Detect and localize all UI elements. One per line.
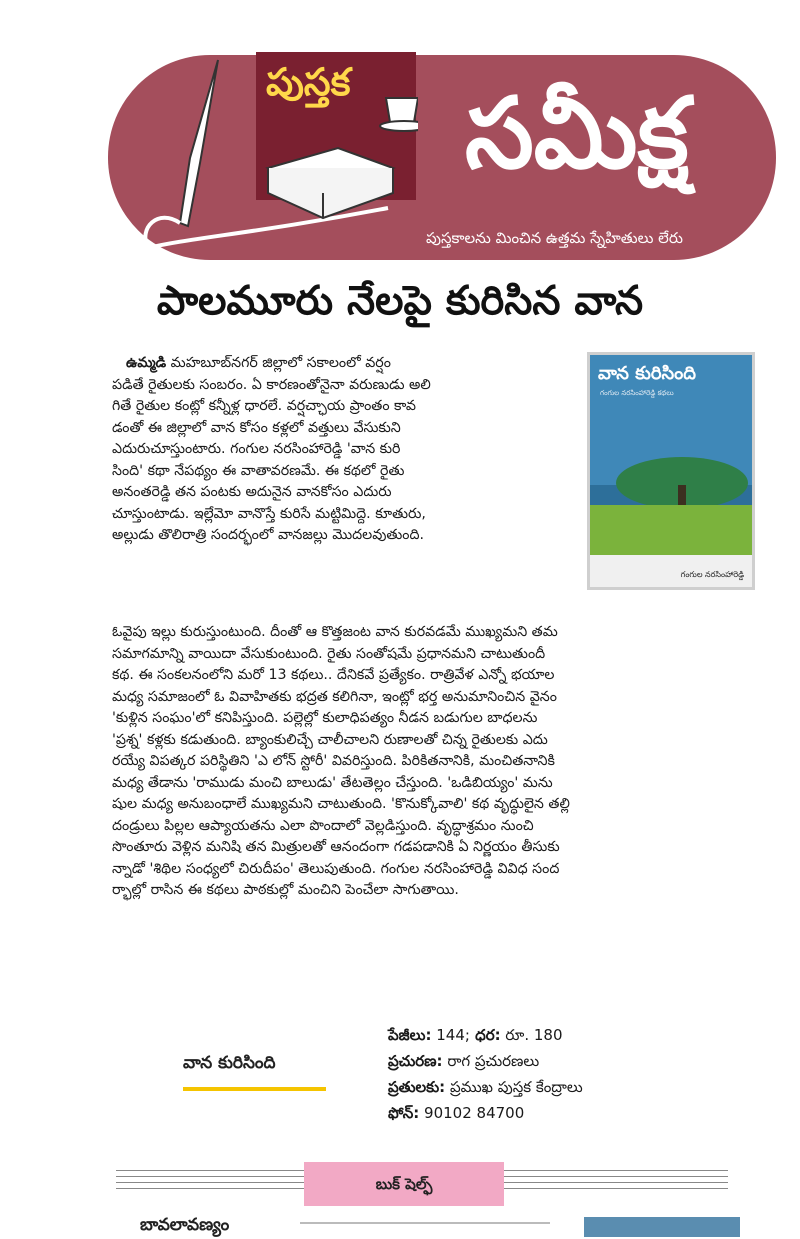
publisher-value: రాగ ప్రచురణలు: [442, 1052, 540, 1070]
article-body-text: [112, 622, 778, 902]
article-line: ఓవైపు ఇల్లు కురుస్తుంటుంది. దీంతో ఆ కొత్తజంట వాన కురవడమే ముఖ్యమని తమ: [112, 624, 558, 640]
article-line: డంతో ఈ జిల్లాలో వాన కోసం కళ్లలో వత్తులు వేసుకుని: [112, 419, 401, 436]
article-line: సమాగమాన్ని వాయిదా వేసుకుంటుంది. రైతు సంతోషమే ప్రధానమని చాటుతుందీ: [112, 645, 546, 662]
article-line: మధ్య సమాజంలో ఓ వివాహితకు భద్రత కలిగినా, ఇంట్లో భర్త అనుమానించిన వైనం: [112, 688, 557, 705]
article-line: 'ప్రశ్న' కళ్లకు కడుతుంది. బ్యాంకులిచ్చే చాలీచాలని రుణాలతో చిన్న రైతులకు ఎదు: [112, 731, 548, 748]
next-book-subtitle-bar: [300, 1222, 550, 1224]
copies-line: [388, 1074, 583, 1100]
lead-word: ఉమ్మడి: [126, 355, 167, 371]
price-label: ధర:: [469, 1026, 501, 1044]
header-word-pustaka: పుస్తక: [266, 60, 351, 104]
book-cover-title: వాన కురిసింది: [598, 363, 696, 384]
article-line: గితే రైతుల కంట్లో కన్నీళ్ల ధారలే. వర్షచ్ఛాయ ప్రాంతం కావ: [112, 398, 416, 414]
article-line: 'కుళ్లిన సంఘం'లో కనిపిస్తుంది. పల్లెల్లో కులాధిపత్యం నీడన బడుగుల బాధలను: [112, 710, 538, 726]
article-line: ర్భాల్లో రాసిన ఈ కథలు పాఠకుల్లో మంచిని పెంచేలా సాగుతాయి.: [112, 882, 459, 898]
book-cover-subtitle: గంగుల నరసింహారెడ్డి కథలు: [600, 389, 674, 397]
article-line: చూస్తుంటాడు. ఇల్లేమో వానొస్తే కురిసే మట్టిమిద్దె. కూతురు,: [112, 505, 426, 522]
article-line: దండ్రులు పిల్లల ఆప్యాయతను ఎలా పొందాలో వెల్లడిస్తుంది. వృద్ధాశ్రమం నుంచి: [112, 817, 534, 834]
article-line: రయ్యే విపత్కర పరిస్థితిని 'ఎ లోన్ స్టోరీ' వివరిస్తుంది. పిరికితనానికి, మంచితనానికి: [112, 753, 555, 769]
copies-label: ప్రతులకు:: [388, 1078, 446, 1096]
price-value: రూ. 180: [500, 1026, 563, 1044]
book-name: వాన కురిసింది: [183, 1053, 276, 1073]
article-line: [112, 353, 778, 375]
article-intro-text: [112, 353, 778, 547]
book-shelf-label: బుక్ షెల్ఫ్: [304, 1162, 504, 1206]
article-line: సొంతూరు వెళ్లిన మనిషి తన మిత్రులతో ఆనందంగా గడపడానికి ఏ నిర్ణయం తీసుకు: [112, 839, 560, 855]
book-details: [388, 1022, 583, 1126]
publisher-label: ప్రచురణ:: [388, 1052, 443, 1070]
article-line: అల్లుడు తొలిరాత్రి సందర్భంలో వానజల్లు మొదలవుతుంది.: [112, 527, 425, 543]
phone-line: [388, 1100, 583, 1126]
pages-label: పేజీలు:: [388, 1026, 432, 1044]
article-line: షుల మధ్య అనుబంధాలే ముఖ్యమని చాటుతుంది. 'కొనుక్కోవాలి' కథ వృద్ధులైన తల్లి: [112, 796, 570, 812]
article-line: ఎదురుచూస్తుంటారు. గంగుల నరసింహారెడ్డి 'వాన కురి: [112, 441, 401, 457]
article-line: న్నాడో 'శిథిల సంధ్యలో చిరుదీపం' తెలుపుతుంది. గంగుల నరసింహారెడ్డి వివిధ సంద: [112, 860, 560, 877]
book-name-underline: [183, 1087, 326, 1091]
copies-value: ప్రముఖ పుస్తక కేంద్రాలు: [445, 1078, 583, 1096]
article-line: మధ్య తేడాను 'రాముడు మంచి బాలుడు' తేటతెల్లం చేస్తుంది. 'ఒడిబియ్యం' మను: [112, 774, 553, 791]
article-line: సింది' కథా నేపథ్యం ఈ వాతావరణమే. ఈ కథలో రైతు: [112, 462, 405, 479]
phone-label: ఫోన్:: [388, 1104, 420, 1122]
next-book-cover-image: [584, 1217, 740, 1237]
pages-price-line: [388, 1022, 583, 1048]
header-tagline: పుస్తకాలను మించిన ఉత్తమ స్నేహితులు లేరు: [426, 229, 683, 247]
publisher-line: [388, 1048, 583, 1074]
article-line: అనంతరెడ్డి తన పంటకు అదునైన వానకోసం ఎదురు: [112, 484, 392, 500]
article-line: కథ. ఈ సంకలనంలోని మరో 13 కథలు.. దేనికవే ప్రత్యేకం. రాత్రివేళ ఎన్నో భయాల: [112, 667, 555, 683]
header-word-sameeksha: సమీక్ష: [465, 77, 689, 191]
book-cover-author: గంగుల నరసింహారెడ్డి: [680, 570, 744, 579]
article-headline: పాలమూరు నేలపై కురిసిన వాన: [156, 278, 644, 324]
article-line: పడితే రైతులకు సంబరం. ఏ కారణంతోనైనా వరుణుడు అలి: [112, 376, 431, 393]
next-book-title: బావలావణ్యం: [140, 1215, 230, 1235]
pages-value: 144;: [431, 1026, 470, 1044]
article-line-text: మహబూబ్‌నగర్ జిల్లాలో సకాలంలో వర్షం: [166, 355, 391, 371]
phone-value: 90102 84700: [419, 1104, 525, 1122]
